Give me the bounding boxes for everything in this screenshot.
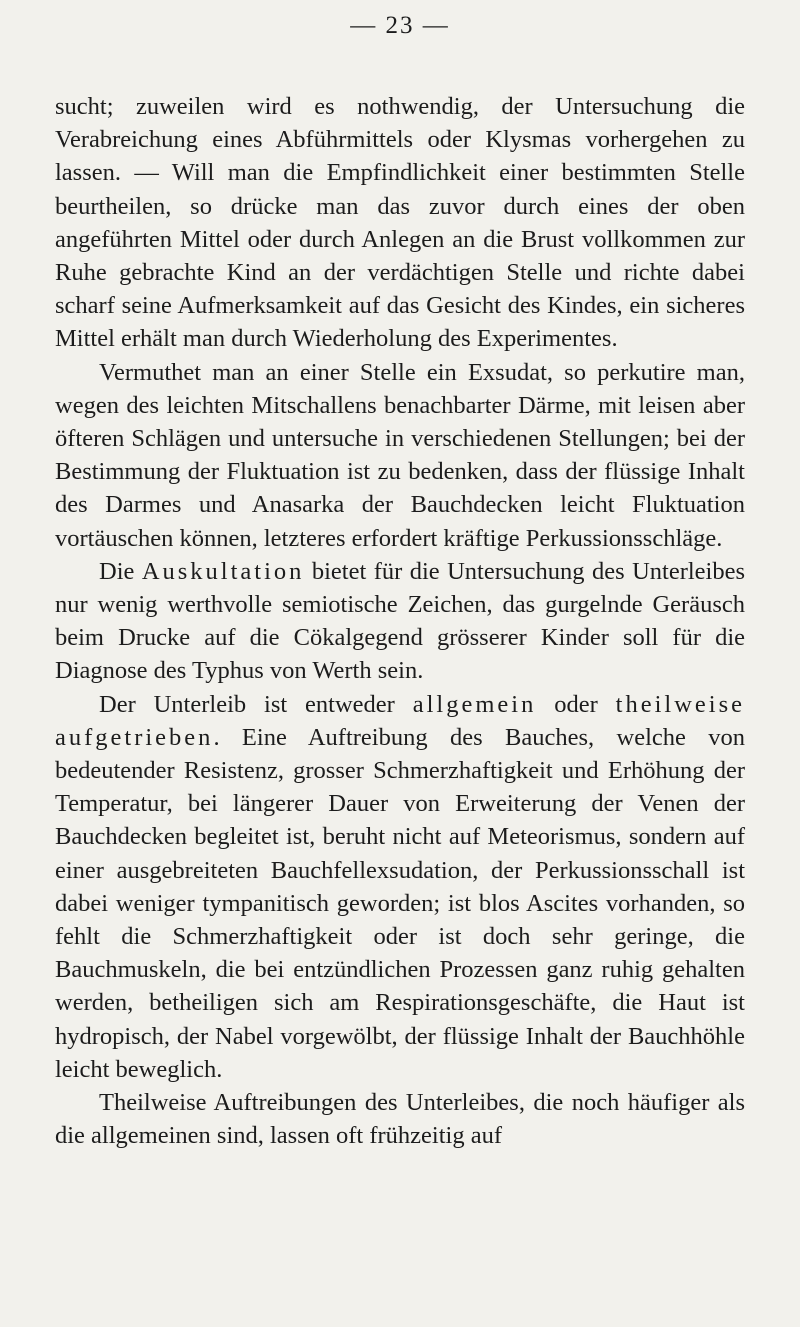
paragraph-4-text-c: . Eine Auftreibung des Bauches, welche von bedeutender Resistenz, grosser Schmerzhaftigkeit und Erhöhung der Temperatur, bei längerer Dauer von Erweiterung der Venen der Bauchdecken begleitet ist, beruht nicht auf Meteorismus, sondern auf einer ausgebreiteten Bauchfellexsudation, der Perkussionsschall ist dabei weniger tympanitisch geworden; ist blos Ascites vorhanden, so fehlt die Schmerzhaftigkeit oder ist doch sehr geringe, die Bauchmuskeln, die bei entzündlichen Prozessen ganz ruhig gehalten werden, betheiligen sich am Respirationsgeschäfte, die Haut ist hydropisch, der Nabel vorgewölbt, der flüssige Inhalt der Bauchhöhle leicht beweglich.	[55, 723, 745, 1083]
paragraph-1	[55, 90, 745, 356]
paragraph-1-text: sucht; zuweilen wird es nothwendig, der Untersuchung die Verabreichung eines Abführmittels oder Klysmas vorhergehen zu lassen. — Will man die Empfindlichkeit einer bestimmten Stelle beurtheilen, so drücke man das zuvor durch eines der oben angeführten Mittel oder durch Anlegen an die Brust vollkommen zur Ruhe gebrachte Kind an der verdächtigen Stelle und richte dabei scharf seine Aufmerksamkeit auf das Gesicht des Kindes, ein sicheres Mittel erhält man durch Wiederholung des Experimentes.	[55, 93, 745, 353]
paragraph-4-text-a: Der Unterleib ist entweder	[99, 690, 413, 718]
paragraph-5	[55, 1086, 745, 1152]
spaced-term-auskultation: Auskultation	[141, 557, 305, 585]
spaced-term-theilweise-aufgetrieben: theilweise aufgetrieben	[55, 690, 745, 751]
spaced-term-allgemein: allgemein	[412, 690, 537, 718]
paragraph-3-text-b: bietet für die Untersuchung des Unterleibes nur wenig werthvolle semiotische Zeichen, das gurgelnde Geräusch beim Drucke auf die Cökalgegend grösserer Kinder soll für die Diagnose des Typhus von Werth sein.	[55, 557, 746, 685]
paragraph-5-text: Theilweise Auftreibungen des Unterleibes, die noch häufiger als die allgemeinen sind, lassen oft frühzeitig auf	[55, 1089, 745, 1150]
paragraph-2-text: Vermuthet man an einer Stelle ein Exsudat, so perkutire man, wegen des leichten Mitschallens benachbarter Därme, mit leisen aber öfteren Schlägen und untersuche in verschiedenen Stellungen; bei der Bestimmung der Fluktuation ist zu bedenken, dass der flüssige Inhalt des Darmes und Anasarka der Bauchdecken leicht Fluktuation vortäuschen können, letzteres erfordert kräftige Perkussionsschläge.	[55, 358, 745, 552]
paragraph-3-text-a: Die	[99, 557, 142, 585]
paragraph-2	[55, 356, 745, 555]
paragraph-4-text-b: oder	[536, 690, 616, 718]
paragraph-3	[55, 555, 745, 688]
page-number: — 23 —	[350, 12, 450, 39]
body-text	[55, 90, 745, 1153]
paragraph-4	[55, 688, 745, 1086]
